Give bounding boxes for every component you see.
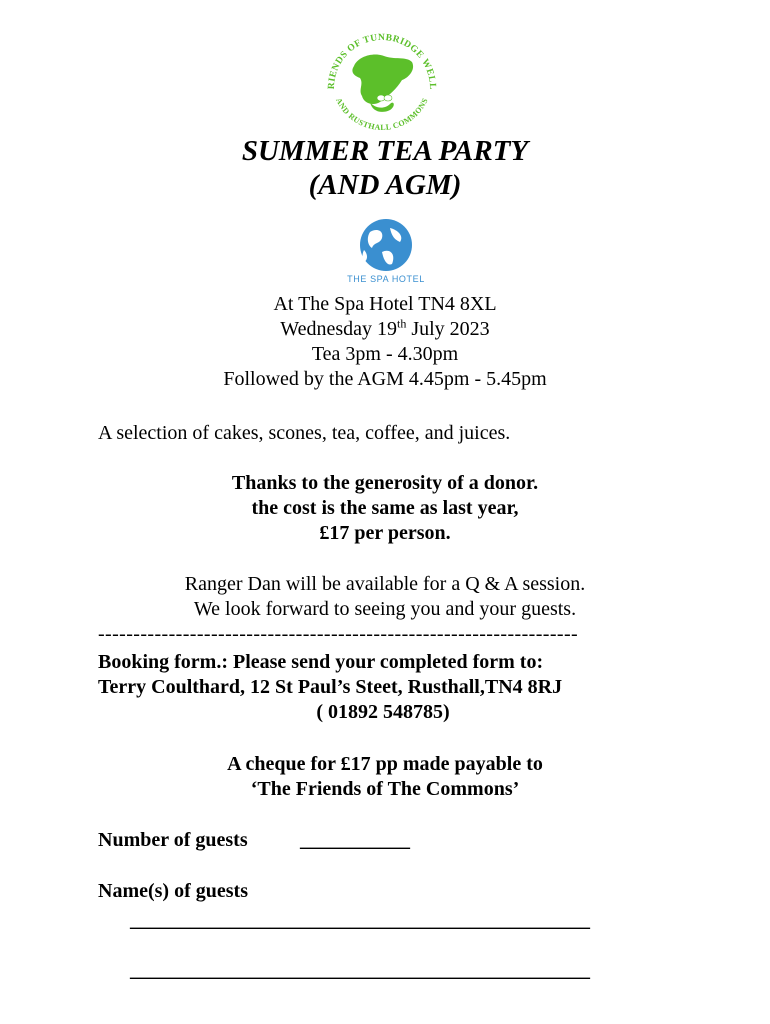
tea-time-text: Tea 3pm - 4.30pm bbox=[311, 343, 459, 365]
guests-count-field[interactable]: ___________ bbox=[300, 829, 410, 851]
title-line-1: SUMMER TEA PARTY bbox=[241, 135, 529, 167]
guests-count-label: Number of guests bbox=[98, 829, 248, 851]
date-prefix: Wednesday 19 bbox=[280, 318, 397, 340]
page-title bbox=[0, 134, 770, 202]
donor-note bbox=[0, 471, 770, 546]
cheque-line-1: A cheque for £17 pp made payable to bbox=[227, 753, 543, 775]
guest-names-label: Name(s) of guests bbox=[98, 880, 248, 902]
guest-names-field-2[interactable]: ______________________________________________ bbox=[130, 959, 590, 981]
friends-logo bbox=[318, 18, 446, 136]
donor-line-2: the cost is the same as last year, bbox=[251, 497, 519, 519]
booking-line-2: Terry Coulthard, 12 St Paul’s Steet, Rusthall,TN4 8RJ bbox=[98, 676, 563, 698]
title-line-2: (AND AGM) bbox=[308, 169, 462, 201]
ranger-note bbox=[0, 572, 770, 622]
friends-logo-graphic bbox=[318, 18, 446, 136]
cheque-note bbox=[0, 752, 770, 802]
ranger-line-1: Ranger Dan will be available for a Q & A session. bbox=[184, 573, 586, 595]
spa-hotel-caption: THE SPA HOTEL bbox=[347, 274, 425, 284]
butterfly-icon bbox=[377, 95, 392, 101]
event-details bbox=[0, 292, 770, 392]
spa-hotel-logo bbox=[346, 218, 426, 290]
booking-heading bbox=[98, 650, 688, 725]
date-rest: July 2023 bbox=[406, 318, 490, 340]
venue-text: At The Spa Hotel TN4 8XL bbox=[273, 293, 497, 315]
friends-logo-top-text: RIENDS OF TUNBRIDGE WELL bbox=[326, 32, 438, 91]
cheque-line-2: ‘The Friends of The Commons’ bbox=[250, 778, 520, 800]
agm-time-text: Followed by the AGM 4.45pm - 5.45pm bbox=[223, 368, 547, 390]
booking-line-1: Booking form.: Please send your completed form to: bbox=[98, 651, 544, 673]
booking-line-3: ( 01892 548785) bbox=[316, 701, 450, 723]
donor-line-1: Thanks to the generosity of a donor. bbox=[231, 472, 539, 494]
date-text bbox=[0, 317, 770, 342]
guest-names-field-1[interactable]: ______________________________________________ bbox=[130, 909, 590, 931]
date-ordinal: th bbox=[397, 316, 407, 331]
ranger-line-2: We look forward to seeing you and your guests. bbox=[193, 598, 577, 620]
cut-separator: -------------------------------------------------------------------- bbox=[98, 623, 579, 645]
donor-line-3: £17 per person. bbox=[319, 522, 451, 544]
svg-text:AND RUSTHALL COMMONS bbox=[334, 96, 430, 132]
selection-text: A selection of cakes, scones, tea, coffee, and juices. bbox=[98, 422, 511, 444]
friends-logo-bottom-text: AND RUSTHALL COMMONS bbox=[334, 96, 430, 133]
